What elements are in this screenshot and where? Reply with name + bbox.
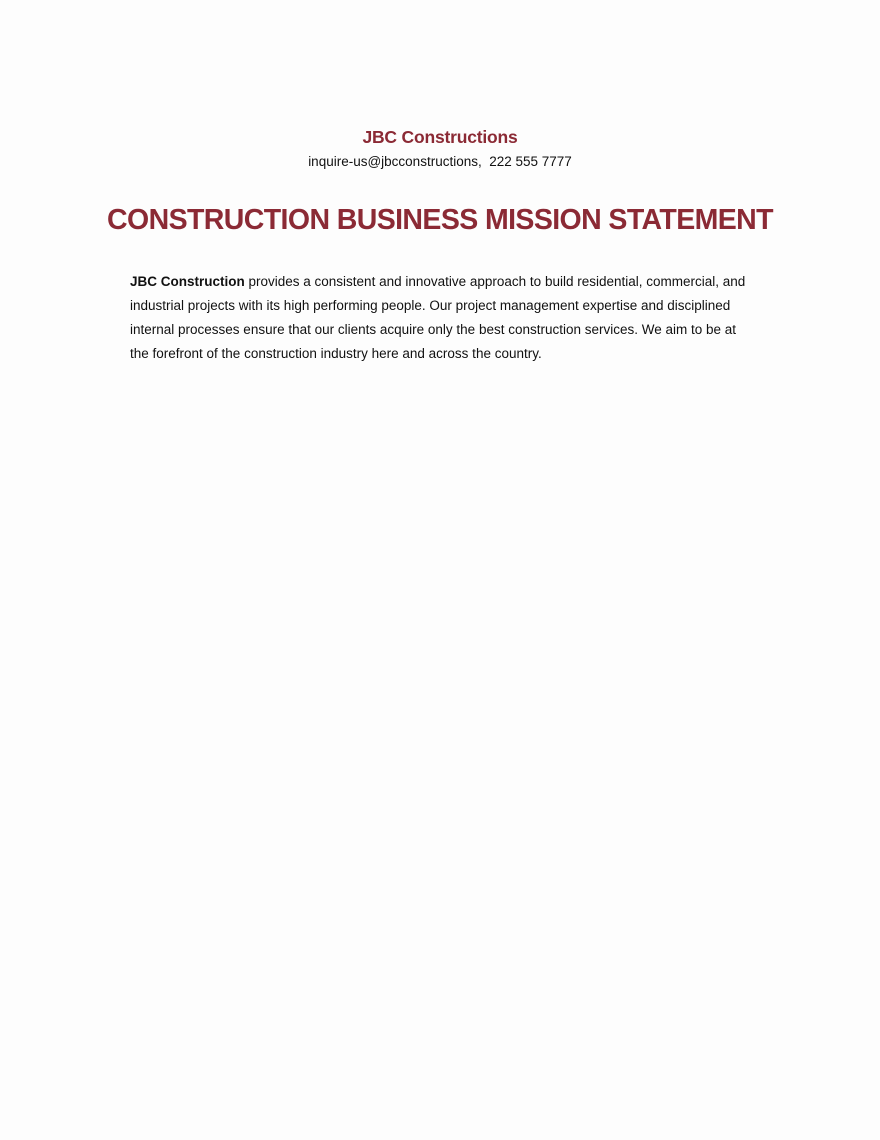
mission-lead-company: JBC Construction — [130, 274, 245, 289]
document-title: CONSTRUCTION BUSINESS MISSION STATEMENT — [107, 204, 773, 236]
company-name: JBC Constructions — [362, 127, 518, 147]
mission-statement-paragraph — [130, 270, 755, 366]
contact-info: inquire-us@jbcconstructions, 222 555 7777 — [308, 154, 572, 169]
mission-body-text: provides a consistent and innovative approach to build residential, commercial, and industrial projects with its high performing people. Our project management expertise and disciplined internal processes ensure that our clients acquire only the best construction services. We aim to be at the forefront of the construction industry here and across the country. — [130, 274, 746, 361]
